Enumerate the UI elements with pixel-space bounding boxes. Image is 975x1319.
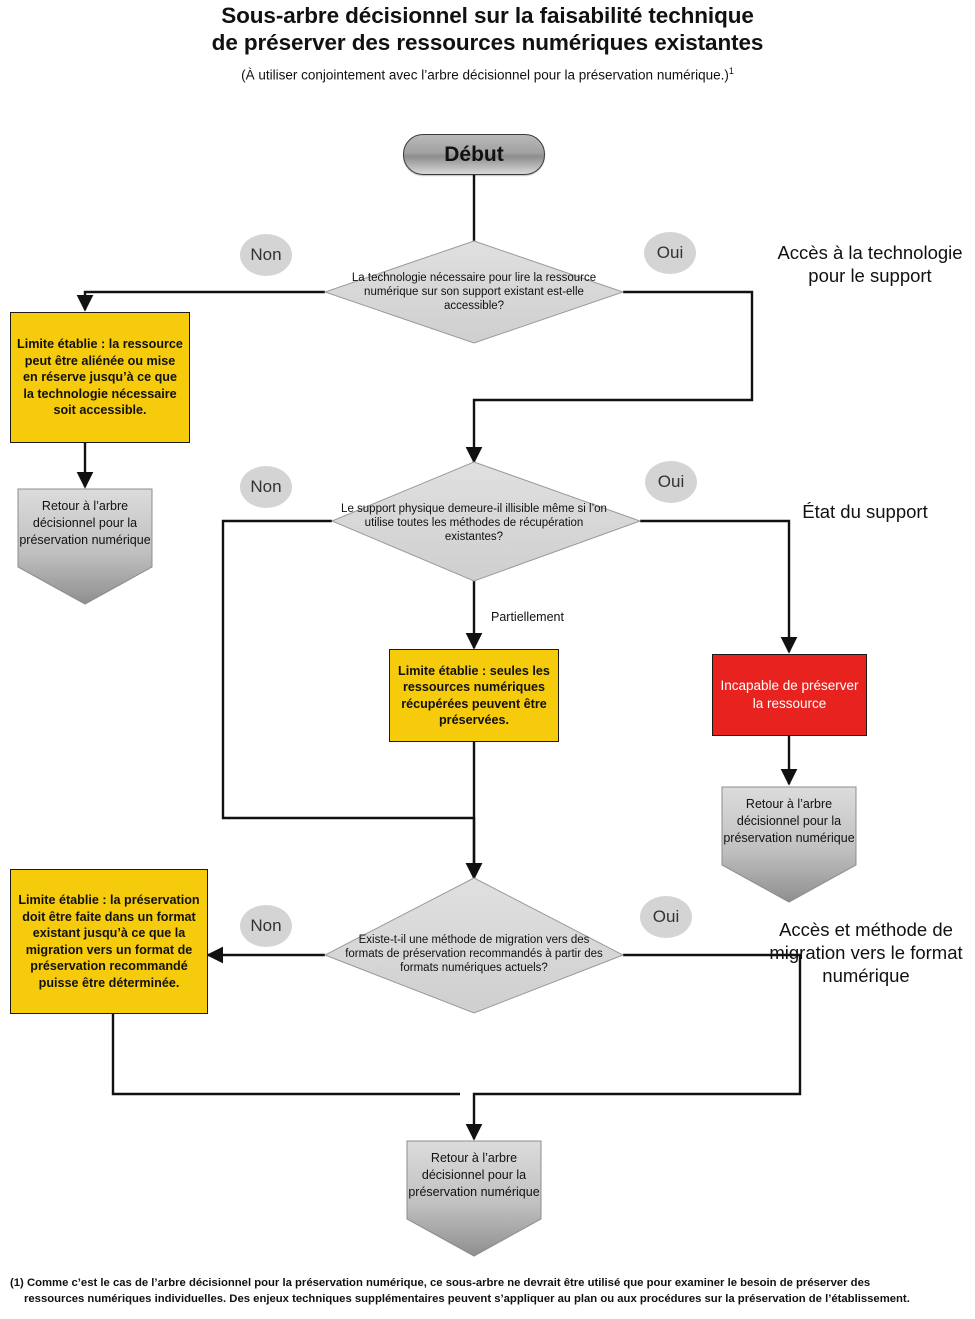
decision-3-label: Existe-t-il une méthode de migration vers des formats de préservation recommandés à partir des formats numériques actuels? (345, 934, 603, 974)
section-caption-access-technology: Accès à la technologie pour le support (777, 242, 963, 286)
unable-to-preserve-box[interactable]: Incapable de préserver la ressource (712, 654, 867, 736)
footnote-line-1: (1) Comme c’est le cas de l’arbre décisionnel pour la préservation numérique, ce sous-arbre ne devrait être utilisé que pour examiner le besoin de préserver des (10, 1277, 871, 1289)
return-node-1-label: Retour à l’arbre décisionnel pour la préservation numérique (19, 499, 151, 547)
subtitle-text: (À utiliser conjointement avec l’arbre décisionnel pour la préservation numérique.) (241, 67, 729, 83)
start-node[interactable]: Début (403, 134, 545, 175)
section-caption-migration: Accès et méthode de migration vers le format numérique (769, 919, 963, 986)
edge-label-no-2: Non (240, 466, 292, 508)
limit-box-format-migration[interactable]: Limite établie : la préservation doit être faite dans un format existant jusqu’à ce que la migration vers un format de préservation recommandé puisse être déterminée. (10, 869, 208, 1014)
section-caption-media-state: État du support (802, 501, 928, 522)
return-node-3-label: Retour à l’arbre décisionnel pour la préservation numérique (408, 1151, 540, 1199)
title-line-1: Sous-arbre décisionnel sur la faisabilité technique (221, 3, 754, 28)
edge-label-yes-3: Oui (640, 896, 692, 938)
edge-label-partially: Partiellement (491, 610, 564, 624)
edge-label-yes-2: Oui (645, 461, 697, 503)
footnote-line-2: ressources numériques individuelles. Des enjeux techniques supplémentaires peuvent s’appliquer au plan ou aux procédures sur la préservation de l’établissement. (24, 1293, 910, 1305)
limit-box-recovered-resources[interactable]: Limite établie : seules les ressources numériques récupérées peuvent être préservées. (389, 649, 559, 742)
subtitle-footnote-marker: 1 (728, 66, 734, 76)
decision-2-label: Le support physique demeure-il illisible même si l’on utilise toutes les méthodes de récupération existantes? (341, 503, 607, 543)
edge-label-no-1: Non (240, 234, 292, 276)
edge-label-no-3: Non (240, 905, 292, 947)
limit-box-technology[interactable]: Limite établie : la ressource peut être aliénée ou mise en réserve jusqu’à ce que la technologie nécessaire soit accessible. (10, 312, 190, 443)
title-line-2: de préserver des ressources numériques existantes (211, 30, 764, 55)
footnote (10, 1275, 965, 1307)
return-node-2-label: Retour à l’arbre décisionnel pour la préservation numérique (723, 797, 855, 845)
decision-1-label: La technologie nécessaire pour lire la ressource numérique sur son support existant est-elle accessible? (351, 272, 597, 312)
edge-label-yes-1: Oui (644, 232, 696, 274)
